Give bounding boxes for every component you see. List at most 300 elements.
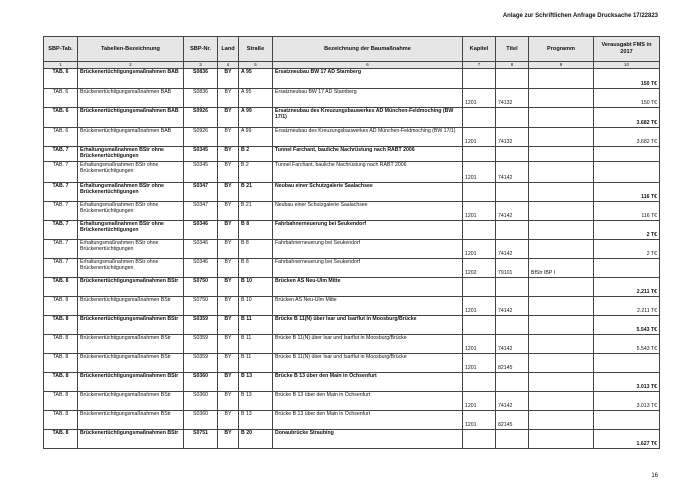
cell-sbp-nr-text: S0359 (192, 315, 208, 322)
cell-strasse-text: B 8 (241, 239, 249, 246)
cell-programm (529, 353, 594, 372)
cell-sbp-tab (44, 410, 78, 429)
cell-baumassnahme (273, 161, 463, 182)
col-number: 2 (78, 62, 184, 69)
cell-kapitel (463, 88, 496, 107)
cell-tabellen-bezeichnung-text: Brückenertüchtigungsmaßnahmen BAB (80, 127, 172, 134)
cell-kapitel (463, 239, 496, 258)
cell-land (218, 391, 239, 410)
cell-sbp-tab-text: TAB. 8 (52, 315, 69, 322)
cell-sbp-nr-text: S0836 (192, 88, 208, 95)
cell-sbp-tab-text: TAB. 8 (52, 334, 69, 341)
table-row (44, 201, 660, 220)
cell-strasse-text: B 21 (241, 182, 252, 189)
col-header-kapitel: Kapitel (463, 37, 496, 62)
cell-kapitel (463, 277, 496, 296)
cell-sbp-nr-text: S0346 (192, 258, 208, 265)
cell-strasse (239, 146, 273, 161)
cell-land-text: BY (224, 429, 232, 436)
cell-land (218, 239, 239, 258)
cell-tabellen-bezeichnung-text: Brückenertüchtigungsmaßnahmen BStr (80, 296, 171, 303)
cell-tabellen-bezeichnung (78, 315, 184, 334)
table-header (44, 37, 660, 69)
col-header-verausgabt: Verausgabt FMS in 2017 (594, 37, 660, 62)
cell-strasse (239, 201, 273, 220)
cell-programm (529, 88, 594, 107)
cell-strasse-text: B 11 (241, 353, 252, 360)
cell-kapitel-text: 1201 (465, 346, 477, 352)
cell-land (218, 127, 239, 146)
cell-titel (496, 161, 529, 182)
cell-baumassnahme-text: Brücke B 11(N) über Isar und Isarflut in Moosburg/Brücke (275, 315, 417, 322)
cell-verausgabt (594, 391, 660, 410)
cell-sbp-nr (184, 127, 218, 146)
cell-land-text: BY (224, 182, 232, 189)
cell-land (218, 277, 239, 296)
cell-programm (529, 258, 594, 277)
cell-sbp-nr-text: S0360 (192, 372, 208, 379)
cell-strasse-text: B 13 (241, 410, 252, 417)
cell-baumassnahme (273, 429, 463, 448)
cell-titel (496, 410, 529, 429)
cell-strasse (239, 220, 273, 239)
cell-land-text: BY (224, 296, 232, 303)
cell-verausgabt (594, 182, 660, 201)
cell-sbp-tab-text: TAB. 7 (52, 258, 69, 265)
cell-kapitel (463, 372, 496, 391)
cell-tabellen-bezeichnung (78, 372, 184, 391)
cell-tabellen-bezeichnung (78, 277, 184, 296)
cell-kapitel (463, 68, 496, 88)
cell-titel (496, 201, 529, 220)
cell-land (218, 146, 239, 161)
cell-sbp-tab-text: TAB. 7 (52, 239, 69, 246)
cell-verausgabt-text: 2 T€ (646, 232, 657, 238)
cell-tabellen-bezeichnung (78, 161, 184, 182)
table-row (44, 127, 660, 146)
cell-sbp-nr (184, 88, 218, 107)
cell-sbp-nr (184, 353, 218, 372)
cell-baumassnahme (273, 68, 463, 88)
cell-land-text: BY (224, 201, 232, 208)
col-number: 5 (239, 62, 273, 69)
cell-land-text: BY (224, 68, 232, 75)
cell-land (218, 429, 239, 448)
cell-sbp-tab-text: TAB. 7 (52, 161, 69, 168)
table-row (44, 353, 660, 372)
cell-titel (496, 296, 529, 315)
cell-land-text: BY (224, 277, 232, 284)
cell-land-text: BY (224, 239, 232, 246)
cell-baumassnahme-text: Ersatzneubau BW 17 AD Starnberg (275, 88, 357, 95)
cell-sbp-nr (184, 372, 218, 391)
cell-sbp-nr (184, 334, 218, 353)
cell-verausgabt-text: 1.627 T€ (636, 441, 657, 447)
cell-kapitel-text: 1201 (465, 403, 477, 409)
cell-baumassnahme-text: Fahrbahnerneuerung bei Seukendorf (275, 220, 367, 227)
cell-sbp-tab-text: TAB. 8 (52, 296, 69, 303)
cell-sbp-nr (184, 201, 218, 220)
cell-verausgabt (594, 201, 660, 220)
cell-strasse-text: A 95 (241, 68, 252, 75)
cell-baumassnahme (273, 127, 463, 146)
table-row (44, 68, 660, 88)
cell-verausgabt-text: 150 T€ (640, 81, 657, 87)
cell-kapitel (463, 296, 496, 315)
cell-sbp-tab (44, 146, 78, 161)
cell-programm (529, 410, 594, 429)
cell-sbp-nr (184, 239, 218, 258)
cell-programm (529, 220, 594, 239)
cell-baumassnahme-text: Brücke B 13 über den Main in Ochsenfurt (275, 372, 377, 379)
cell-programm (529, 161, 594, 182)
cell-titel-text: 74142 (498, 308, 513, 314)
cell-strasse (239, 182, 273, 201)
cell-sbp-tab (44, 277, 78, 296)
cell-baumassnahme (273, 146, 463, 161)
cell-sbp-tab (44, 429, 78, 448)
col-number: 9 (529, 62, 594, 69)
col-header-land: Land (218, 37, 239, 62)
cell-tabellen-bezeichnung (78, 146, 184, 161)
cell-tabellen-bezeichnung (78, 258, 184, 277)
cell-verausgabt-text: 2.211 T€ (636, 289, 657, 295)
cell-tabellen-bezeichnung (78, 220, 184, 239)
cell-sbp-tab (44, 201, 78, 220)
cell-tabellen-bezeichnung (78, 127, 184, 146)
cell-kapitel-text: 1201 (465, 175, 477, 181)
cell-strasse-text: B 13 (241, 372, 252, 379)
cell-land (218, 353, 239, 372)
cell-sbp-tab (44, 353, 78, 372)
cell-land (218, 220, 239, 239)
cell-sbp-tab (44, 161, 78, 182)
cell-strasse-text: A 99 (241, 107, 252, 114)
cell-sbp-nr-text: S0926 (192, 127, 208, 134)
cell-verausgabt (594, 296, 660, 315)
cell-verausgabt-text: 116 T€ (641, 213, 657, 219)
cell-sbp-nr-text: S0345 (192, 161, 208, 168)
col-header-strasse: Straße (239, 37, 273, 62)
cell-land (218, 182, 239, 201)
cell-kapitel (463, 161, 496, 182)
cell-tabellen-bezeichnung (78, 410, 184, 429)
cell-tabellen-bezeichnung-text: Brückenertüchtigungsmaßnahmen BStr (80, 391, 171, 398)
table-row (44, 315, 660, 334)
cell-sbp-nr-text: S0750 (192, 296, 208, 303)
cell-strasse (239, 372, 273, 391)
cell-baumassnahme-text: Ersatzneubau des Kreuzungsbauwerkes AD München-Feldmoching (BW 17/1) (275, 127, 456, 134)
cell-tabellen-bezeichnung (78, 107, 184, 127)
cell-strasse-text: B 8 (241, 220, 250, 227)
cell-verausgabt (594, 146, 660, 161)
cell-sbp-tab (44, 68, 78, 88)
cell-tabellen-bezeichnung-text: Brückenertüchtigungsmaßnahmen BAB (80, 107, 179, 114)
cell-baumassnahme (273, 277, 463, 296)
cell-sbp-tab-text: TAB. 6 (52, 88, 69, 95)
cell-programm (529, 107, 594, 127)
cell-tabellen-bezeichnung-text: Brückenertüchtigungsmaßnahmen BAB (80, 68, 179, 75)
cell-kapitel (463, 410, 496, 429)
cell-sbp-tab (44, 88, 78, 107)
cell-titel-text: 74132 (498, 100, 513, 106)
cell-sbp-nr (184, 277, 218, 296)
cell-sbp-nr-text: S0360 (192, 391, 208, 398)
cell-tabellen-bezeichnung-text: Brückenertüchtigungsmaßnahmen BStr (80, 353, 171, 360)
cell-sbp-nr (184, 296, 218, 315)
cell-baumassnahme-text: Fahrbahnerneuerung bei Seukendorf (275, 258, 361, 265)
table-row (44, 220, 660, 239)
cell-verausgabt (594, 353, 660, 372)
cell-titel-text: 82145 (498, 365, 513, 371)
cell-tabellen-bezeichnung-text: Brückenertüchtigungsmaßnahmen BStr (80, 429, 179, 436)
cell-titel (496, 220, 529, 239)
cell-baumassnahme-text: Ersatzneubau des Kreuzungsbauwerkes AD München-Feldmoching (BW 17/1) (275, 107, 454, 120)
table-row (44, 88, 660, 107)
cell-sbp-nr-text: S0345 (192, 146, 208, 153)
cell-sbp-nr (184, 258, 218, 277)
cell-sbp-nr (184, 182, 218, 201)
cell-sbp-tab (44, 391, 78, 410)
cell-land (218, 88, 239, 107)
cell-land (218, 372, 239, 391)
cell-titel (496, 429, 529, 448)
cell-sbp-tab (44, 220, 78, 239)
cell-titel (496, 68, 529, 88)
cell-land (218, 107, 239, 127)
cell-baumassnahme-text: Brücke B 11(N) über Isar und Isarflut in Moosburg/Brücke (275, 353, 407, 360)
cell-sbp-tab (44, 182, 78, 201)
cell-titel (496, 258, 529, 277)
cell-verausgabt (594, 334, 660, 353)
cell-verausgabt (594, 372, 660, 391)
cell-kapitel-text: 1201 (465, 308, 477, 314)
cell-kapitel (463, 315, 496, 334)
cell-programm (529, 334, 594, 353)
cell-tabellen-bezeichnung-text: Brückenertüchtigungsmaßnahmen BStr (80, 372, 179, 379)
table-row (44, 107, 660, 127)
cell-verausgabt (594, 315, 660, 334)
cell-sbp-nr-text: S0346 (192, 220, 208, 227)
cell-programm (529, 391, 594, 410)
cell-strasse-text: B 21 (241, 201, 252, 208)
cell-baumassnahme-text: Tunnel Farchant, bauliche Nachrüstung nach RABT 2006 (275, 161, 407, 168)
cell-land (218, 68, 239, 88)
cell-titel (496, 146, 529, 161)
cell-land-text: BY (224, 353, 232, 360)
cell-kapitel (463, 146, 496, 161)
cell-sbp-nr (184, 220, 218, 239)
cell-verausgabt (594, 68, 660, 88)
cell-strasse-text: A 99 (241, 127, 252, 134)
cell-strasse (239, 315, 273, 334)
cell-sbp-nr (184, 315, 218, 334)
cell-titel (496, 127, 529, 146)
cell-verausgabt (594, 277, 660, 296)
cell-verausgabt-text: 3.013 T€ (636, 384, 657, 390)
cell-tabellen-bezeichnung (78, 182, 184, 201)
cell-land (218, 334, 239, 353)
table-row (44, 161, 660, 182)
col-header-programm: Programm (529, 37, 594, 62)
cell-sbp-tab (44, 296, 78, 315)
cell-sbp-tab-text: TAB. 7 (52, 146, 69, 153)
cell-verausgabt (594, 107, 660, 127)
table-row (44, 296, 660, 315)
cell-baumassnahme-text: Ersatzneubau BW 17 AD Starnberg (275, 68, 361, 75)
cell-verausgabt-text: 5.543 T€ (636, 346, 657, 352)
cell-verausgabt-text: 116 T€ (641, 194, 657, 200)
cell-strasse-text: B 10 (241, 277, 252, 284)
cell-tabellen-bezeichnung (78, 353, 184, 372)
cell-verausgabt (594, 88, 660, 107)
cell-tabellen-bezeichnung-text: Brückenertüchtigungsmaßnahmen BAB (80, 88, 172, 95)
cell-strasse-text: B 13 (241, 391, 252, 398)
cell-strasse-text: B 2 (241, 161, 249, 168)
cell-kapitel (463, 391, 496, 410)
cell-baumassnahme (273, 201, 463, 220)
cell-baumassnahme (273, 410, 463, 429)
cell-land-text: BY (224, 410, 232, 417)
cell-land-text: BY (224, 146, 232, 153)
table-row (44, 146, 660, 161)
cell-programm (529, 315, 594, 334)
cell-kapitel (463, 353, 496, 372)
col-header-titel: Titel (496, 37, 529, 62)
cell-tabellen-bezeichnung (78, 334, 184, 353)
cell-sbp-tab-text: TAB. 8 (52, 277, 69, 284)
cell-verausgabt-text: 3.013 T€ (636, 403, 657, 409)
cell-sbp-tab-text: TAB. 8 (52, 410, 69, 417)
table-body (44, 68, 660, 448)
cell-verausgabt (594, 239, 660, 258)
cell-baumassnahme (273, 107, 463, 127)
cell-tabellen-bezeichnung (78, 391, 184, 410)
cell-kapitel (463, 127, 496, 146)
cell-land (218, 201, 239, 220)
cell-land (218, 296, 239, 315)
cell-strasse (239, 334, 273, 353)
cell-baumassnahme-text: Brücken AS Neu-Ulm Mitte (275, 277, 341, 284)
cell-strasse (239, 429, 273, 448)
cell-sbp-nr (184, 146, 218, 161)
cell-kapitel (463, 334, 496, 353)
cell-baumassnahme-text: Donaubrücke Straubing (275, 429, 334, 436)
cell-tabellen-bezeichnung-text: Brückenertüchtigungsmaßnahmen BStr (80, 277, 179, 284)
cell-land (218, 258, 239, 277)
cell-titel (496, 315, 529, 334)
cell-sbp-tab-text: TAB. 7 (52, 201, 69, 208)
cell-sbp-nr-text: S0360 (192, 410, 208, 417)
cell-tabellen-bezeichnung (78, 239, 184, 258)
cell-verausgabt (594, 429, 660, 448)
cell-sbp-tab (44, 239, 78, 258)
cell-kapitel (463, 201, 496, 220)
cell-kapitel-text: 1201 (465, 365, 477, 371)
cell-baumassnahme (273, 182, 463, 201)
cell-strasse-text: B 20 (241, 429, 252, 436)
cell-titel-text: 79101 (498, 270, 513, 276)
cell-baumassnahme (273, 220, 463, 239)
cell-sbp-tab (44, 315, 78, 334)
cell-programm (529, 296, 594, 315)
page-number: 16 (651, 473, 658, 479)
cell-tabellen-bezeichnung-text: Erhaltungsmaßnahmen BStr ohne Brückenertüchtigungen (80, 182, 164, 195)
col-header-baumassnahme: Bezeichnung der Baumaßnahme (273, 37, 463, 62)
cell-land (218, 315, 239, 334)
cell-sbp-nr-text: S0926 (192, 107, 208, 114)
cell-land (218, 410, 239, 429)
cell-sbp-tab-text: TAB. 6 (52, 127, 69, 134)
table-row (44, 372, 660, 391)
cell-sbp-tab-text: TAB. 8 (52, 429, 69, 436)
cell-land (218, 161, 239, 182)
cell-verausgabt (594, 127, 660, 146)
cell-programm (529, 429, 594, 448)
cell-programm (529, 127, 594, 146)
cell-sbp-nr-text: S0836 (192, 68, 208, 75)
cell-strasse-text: B 11 (241, 334, 252, 341)
cell-verausgabt-text: 150 T€ (640, 100, 657, 106)
table-row (44, 334, 660, 353)
cell-kapitel-text: 1202 (465, 270, 477, 276)
col-header-sbp-tab: SBP-Tab. (44, 37, 78, 62)
cell-titel (496, 391, 529, 410)
cell-sbp-nr-text: S0347 (192, 201, 208, 208)
cell-verausgabt (594, 410, 660, 429)
cell-programm-text: BfStr IBP I (531, 270, 556, 276)
cell-tabellen-bezeichnung-text: Brückenertüchtigungsmaßnahmen BStr (80, 410, 171, 417)
cell-strasse-text: A 95 (241, 88, 252, 95)
cell-land-text: BY (224, 88, 232, 95)
cell-baumassnahme (273, 258, 463, 277)
cell-programm (529, 68, 594, 88)
cell-land-text: BY (224, 107, 232, 114)
table-row (44, 258, 660, 277)
col-number: 4 (218, 62, 239, 69)
cell-verausgabt-text: 2.211 T€ (637, 308, 657, 314)
cell-strasse (239, 68, 273, 88)
cell-sbp-nr-text: S0347 (192, 182, 208, 189)
cell-verausgabt (594, 258, 660, 277)
cell-baumassnahme (273, 296, 463, 315)
cell-programm (529, 201, 594, 220)
cell-kapitel-text: 1201 (465, 422, 477, 428)
cell-sbp-nr (184, 410, 218, 429)
cell-programm (529, 146, 594, 161)
cell-strasse (239, 391, 273, 410)
cell-titel (496, 277, 529, 296)
cell-baumassnahme (273, 239, 463, 258)
cell-titel (496, 182, 529, 201)
cell-sbp-tab-text: TAB. 7 (52, 182, 69, 189)
cell-programm (529, 239, 594, 258)
cell-sbp-nr (184, 68, 218, 88)
cell-titel-text: 74142 (498, 175, 513, 181)
col-number: 6 (273, 62, 463, 69)
cell-land-text: BY (224, 391, 232, 398)
cell-titel-text: 74142 (498, 213, 513, 219)
cell-strasse-text: B 2 (241, 146, 250, 153)
cell-baumassnahme-text: Brücke B 13 über den Main in Ochsenfurt (275, 410, 371, 417)
table-row (44, 410, 660, 429)
cell-baumassnahme (273, 315, 463, 334)
cell-land-text: BY (224, 315, 232, 322)
cell-titel-text: 82145 (498, 422, 513, 428)
cell-tabellen-bezeichnung-text: Erhaltungsmaßnahmen BStr ohne Brückenertüchtigungen (80, 220, 164, 233)
col-number: 1 (44, 62, 78, 69)
table-row (44, 182, 660, 201)
